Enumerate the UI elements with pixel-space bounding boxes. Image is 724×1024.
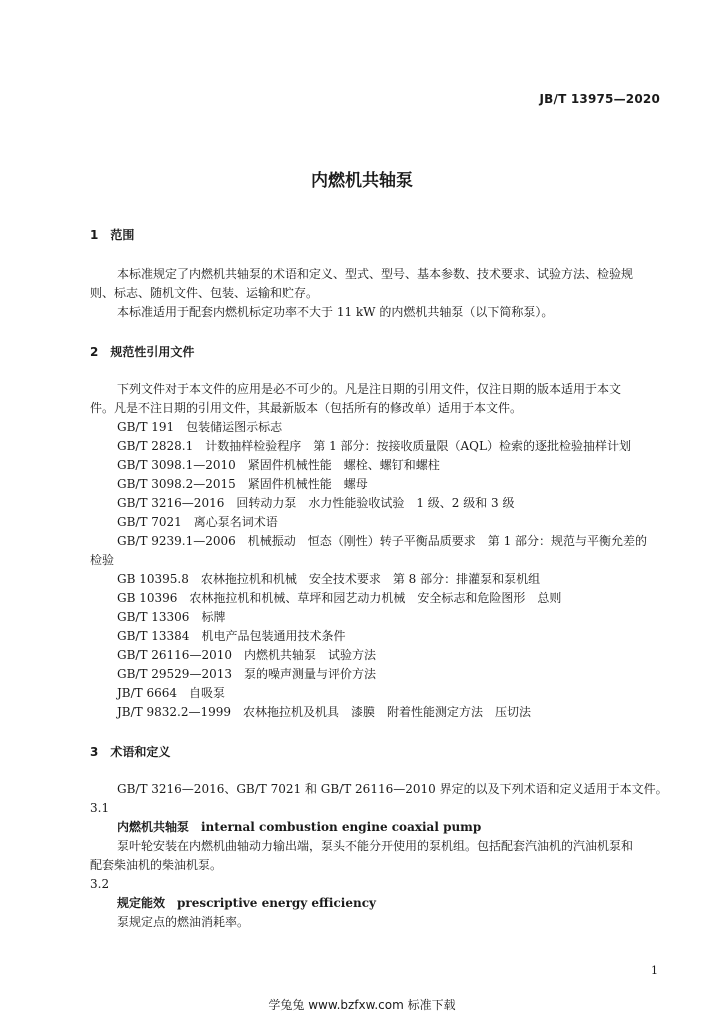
terms-intro: GB/T 3216—2016、GB/T 7021 和 GB/T 26116—2010 界定的以及下列术语和定义适用于本文件。	[117, 782, 668, 796]
document-title: 内燃机共轴泵	[311, 171, 413, 191]
reference-item-continuation: 检验	[90, 553, 115, 567]
reference-item: GB/T 191 包装储运图示标志	[117, 420, 283, 434]
section-heading-scope: 1 范围	[90, 228, 135, 242]
term-title: 规定能效 prescriptive energy efficiency	[117, 896, 376, 910]
reference-item: GB/T 29529—2013 泵的噪声测量与评价方法	[117, 667, 376, 681]
page-number: 1	[651, 964, 658, 977]
reference-item: GB 10395.8 农林拖拉机和机械 安全技术要求 第 8 部分：排灌泵和泵机组	[117, 572, 541, 586]
term-number: 3.2	[90, 877, 110, 891]
reference-item: GB/T 13384 机电产品包装通用技术条件	[117, 629, 346, 643]
reference-item: GB/T 7021 离心泵名词术语	[117, 515, 278, 529]
term-title: 内燃机共轴泵 internal combustion engine coaxial pump	[117, 820, 482, 834]
scope-paragraph-2: 本标准适用于配套内燃机标定功率不大于 11 kW 的内燃机共轴泵（以下简称泵）。	[117, 305, 554, 319]
scope-paragraph-1-line-1: 本标准规定了内燃机共轴泵的术语和定义、型式、型号、基本参数、技术要求、试验方法、检验规	[117, 267, 634, 281]
reference-item: JB/T 6664 自吸泵	[117, 686, 226, 700]
term-definition-line-1: 泵叶轮安装在内燃机曲轴动力输出端，泵头不能分开使用的泵机组。包括配套汽油机的汽油机泵和	[117, 839, 634, 853]
reference-item: GB/T 9239.1—2006 机械振动 恒态（刚性）转子平衡品质要求 第 1 部分：规范与平衡允差的	[117, 534, 648, 548]
reference-item: GB 10396 农林拖拉机和机械、草坪和园艺动力机械 安全标志和危险图形 总则	[117, 591, 562, 605]
references-intro-line-1: 下列文件对于本文件的应用是必不可少的。凡是注日期的引用文件，仅注日期的版本适用于本文	[117, 382, 622, 396]
reference-item: GB/T 3098.2—2015 紧固件机械性能 螺母	[117, 477, 368, 491]
reference-item: GB/T 26116—2010 内燃机共轴泵 试验方法	[117, 648, 376, 662]
reference-item: GB/T 3098.1—2010 紧固件机械性能 螺栓、螺钉和螺柱	[117, 458, 440, 472]
references-intro-line-2: 件。凡是不注日期的引用文件，其最新版本（包括所有的修改单）适用于本文件。	[90, 401, 523, 415]
standard-code: JB/T 13975—2020	[539, 92, 660, 106]
scope-paragraph-1-line-2: 则、标志、随机文件、包装、运输和贮存。	[90, 286, 319, 300]
reference-item: JB/T 9832.2—1999 农林拖拉机及机具 漆膜 附着性能测定方法 压切法	[117, 705, 532, 719]
term-definition-line-1: 泵规定点的燃油消耗率。	[117, 915, 250, 929]
footer-watermark-text: 学兔兔 www.bzfxw.com 标准下载	[268, 998, 456, 1012]
term-definition-line-2: 配套柴油机的柴油机泵。	[90, 858, 223, 872]
reference-item: GB/T 3216—2016 回转动力泵 水力性能验收试验 1 级、2 级和 3 级	[117, 496, 515, 510]
term-number: 3.1	[90, 801, 110, 815]
reference-item: GB/T 2828.1 计数抽样检验程序 第 1 部分：按接收质量限（AQL）检索的逐批检验抽样计划	[117, 439, 631, 453]
reference-item: GB/T 13306 标牌	[117, 610, 226, 624]
section-heading-references: 2 规范性引用文件	[90, 345, 195, 359]
section-heading-terms: 3 术语和定义	[90, 745, 171, 759]
